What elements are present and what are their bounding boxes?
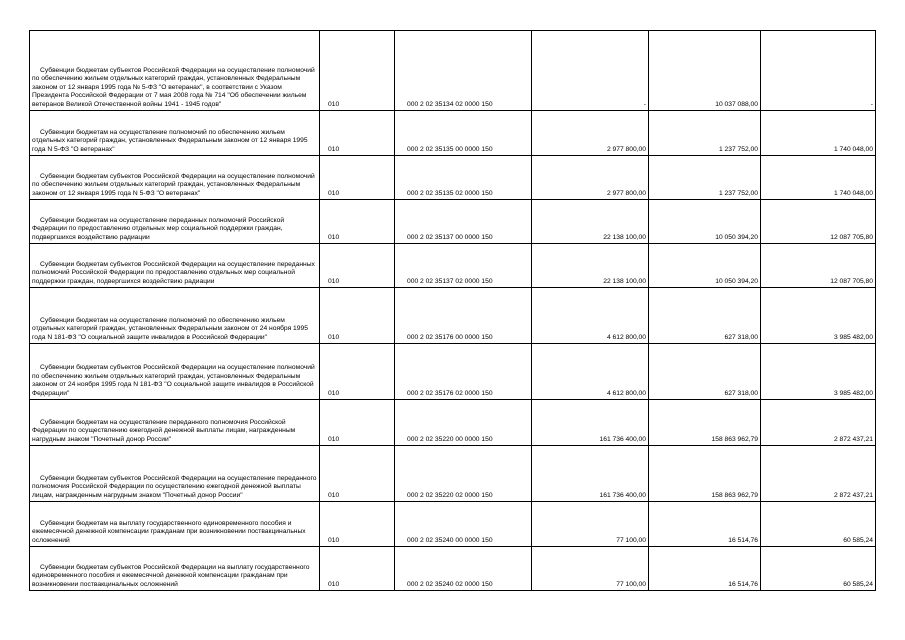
row-name: Субвенции бюджетам субъектов Российской Федерации на осуществление переданного полномочия Российской Федерации по осуществлению ежегодной денежной выплаты лицам, награжденным нагрудным знаком "Почетный донор России" (32, 474, 317, 499)
row-plan: 4 612 800,00 (532, 288, 649, 344)
row-rest: 60 585,24 (761, 502, 876, 547)
row-exec: 1 237 752,00 (649, 111, 761, 156)
row-plan: 2 977 800,00 (532, 111, 649, 156)
table-row (30, 446, 876, 502)
row-rest: 2 872 437,21 (761, 400, 876, 446)
row-rest: 3 985 482,00 (761, 344, 876, 400)
row-rest: 1 740 048,00 (761, 156, 876, 200)
row-plan: 22 138 100,00 (532, 244, 649, 288)
budget-table-body (30, 31, 876, 591)
row-code: 010 (320, 547, 395, 591)
row-name-cell (30, 400, 320, 446)
row-rest: 12 087 705,80 (761, 244, 876, 288)
table-row (30, 502, 876, 547)
row-name: Субвенции бюджетам на выплату государственного единовременного пособия и ежемесячной денежной компенсации гражданам при возникновении поствакцинальных осложнений (32, 519, 306, 544)
row-plan: 77 100,00 (532, 502, 649, 547)
row-name-cell (30, 156, 320, 200)
row-rest: 1 740 048,00 (761, 111, 876, 156)
row-name: Субвенции бюджетам субъектов Российской Федерации на выплату государственного единовременного пособия и ежемесячной денежной компенсации гражданам при возникновении поствакцинальных осложнений (32, 563, 310, 588)
row-name: Субвенции бюджетам на осуществление переданных полномочий Российской Федерации по предоставлению отдельных мер социальной поддержки граждан, подвергшихся воздействию радиации (32, 216, 285, 241)
row-name-cell (30, 547, 320, 591)
row-name-cell (30, 288, 320, 344)
row-exec: 10 037 088,00 (649, 31, 761, 111)
budget-table (29, 30, 876, 591)
row-rest: 12 087 705,80 (761, 200, 876, 244)
row-kbk: 000 2 02 35240 02 0000 150 (395, 547, 532, 591)
table-row (30, 344, 876, 400)
row-plan: - (532, 31, 649, 111)
row-kbk: 000 2 02 35137 02 0000 150 (395, 244, 532, 288)
row-exec: 10 050 394,20 (649, 244, 761, 288)
table-row (30, 244, 876, 288)
row-name-cell (30, 200, 320, 244)
table-row (30, 156, 876, 200)
table-row (30, 31, 876, 111)
row-kbk: 000 2 02 35135 00 0000 150 (395, 111, 532, 156)
row-name-cell (30, 344, 320, 400)
row-kbk: 000 2 02 35135 02 0000 150 (395, 156, 532, 200)
row-plan: 4 612 800,00 (532, 344, 649, 400)
row-name: Субвенции бюджетам на осуществление полномочий по обеспечению жильем отдельных категорий граждан, установленных Федеральным законом от 12 января 1995 года N 5-ФЗ "О ветеранах" (32, 128, 308, 153)
row-exec: 627 318,00 (649, 344, 761, 400)
row-exec: 627 318,00 (649, 288, 761, 344)
row-code: 010 (320, 111, 395, 156)
row-name: Субвенции бюджетам субъектов Российской Федерации на осуществление полномочий по обеспечению жильем отдельных категорий граждан, установленных Федеральным законом от 24 ноября 1995 года N 181-ФЗ "О социальной защите инвалидов в Российской Федерации" (32, 364, 315, 397)
table-row (30, 111, 876, 156)
row-name: Субвенции бюджетам субъектов Российской Федерации на осуществление полномочий по обеспечению жильем отдельных категорий граждан, установленных Федеральным законом от 12 января 1995 года № 5-ФЗ "О ветеранах", в соответствии с Указом Президента Российской Федерации от 7 мая 2008 года № 714 "Об обеспечении жильем ветеранов Великой Отечественной войны 1941 - 1945 годов" (32, 66, 315, 108)
row-plan: 161 736 400,00 (532, 446, 649, 502)
row-exec: 16 514,76 (649, 547, 761, 591)
row-name-cell (30, 446, 320, 502)
row-rest: 60 585,24 (761, 547, 876, 591)
row-name-cell (30, 111, 320, 156)
row-code: 010 (320, 31, 395, 111)
row-plan: 22 138 100,00 (532, 200, 649, 244)
row-plan: 2 977 800,00 (532, 156, 649, 200)
row-kbk: 000 2 02 35137 00 0000 150 (395, 200, 532, 244)
row-rest: 2 872 437,21 (761, 446, 876, 502)
row-exec: 10 050 394,20 (649, 200, 761, 244)
row-code: 010 (320, 244, 395, 288)
row-code: 010 (320, 200, 395, 244)
row-plan: 161 736 400,00 (532, 400, 649, 446)
row-kbk: 000 2 02 35176 00 0000 150 (395, 288, 532, 344)
row-name-cell (30, 244, 320, 288)
row-name: Субвенции бюджетам субъектов Российской Федерации на осуществление переданных полномочий Российской Федерации по предоставлению отдельных мер социальной поддержки граждан, подвергшихся воздействию радиации (32, 260, 315, 285)
row-kbk: 000 2 02 35240 00 0000 150 (395, 502, 532, 547)
row-rest: 3 985 482,00 (761, 288, 876, 344)
row-kbk: 000 2 02 35220 02 0000 150 (395, 446, 532, 502)
row-kbk: 000 2 02 35220 00 0000 150 (395, 400, 532, 446)
table-row (30, 200, 876, 244)
row-name: Субвенции бюджетам на осуществление переданного полномочия Российской Федерации по осуществлению ежегодной денежной выплаты лицам, награжденным нагрудным знаком "Почетный донор России" (32, 418, 296, 443)
row-code: 010 (320, 446, 395, 502)
row-exec: 16 514,76 (649, 502, 761, 547)
table-row (30, 288, 876, 344)
row-code: 010 (320, 502, 395, 547)
row-exec: 1 237 752,00 (649, 156, 761, 200)
row-rest: - (761, 31, 876, 111)
row-name-cell (30, 502, 320, 547)
row-name: Субвенции бюджетам субъектов Российской Федерации на осуществление полномочий по обеспечению жильем отдельных категорий граждан, установленных Федеральным законом от 12 января 1995 года N 5-ФЗ "О ветеранах" (32, 172, 315, 197)
row-kbk: 000 2 02 35176 02 0000 150 (395, 344, 532, 400)
row-name-cell (30, 31, 320, 111)
row-code: 010 (320, 156, 395, 200)
row-code: 010 (320, 344, 395, 400)
row-code: 010 (320, 400, 395, 446)
row-exec: 158 863 962,79 (649, 446, 761, 502)
table-row (30, 547, 876, 591)
row-kbk: 000 2 02 35134 02 0000 150 (395, 31, 532, 111)
table-row (30, 400, 876, 446)
row-plan: 77 100,00 (532, 547, 649, 591)
row-exec: 158 863 962,79 (649, 400, 761, 446)
row-code: 010 (320, 288, 395, 344)
row-name: Субвенции бюджетам на осуществление полномочий по обеспечению жильем отдельных категорий граждан, установленных Федеральным законом от 24 ноября 1995 года N 181-ФЗ "О социальной защите инвалидов в Российской Федерации" (32, 316, 308, 341)
